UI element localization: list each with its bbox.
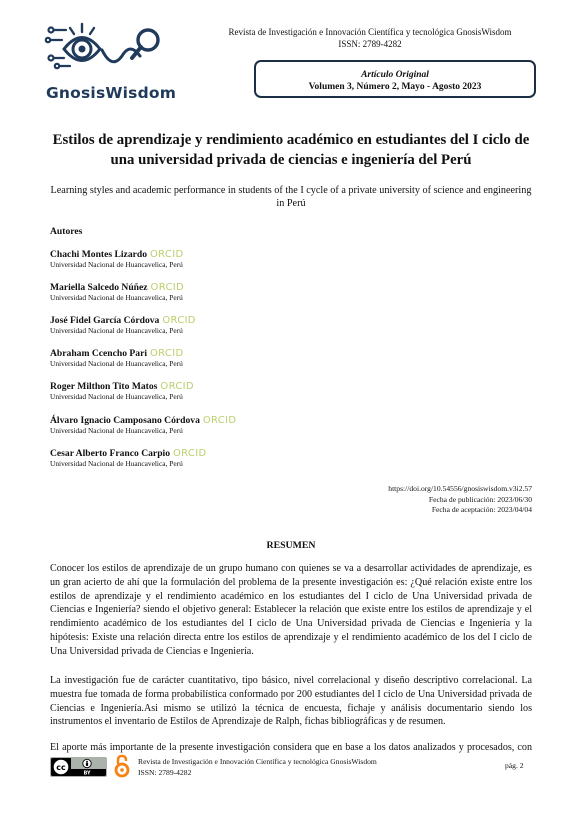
author-name: Mariella Salcedo Núñez (50, 282, 148, 293)
author-entry (50, 448, 370, 468)
orcid-icon[interactable]: ORCID (162, 315, 196, 326)
orcid-icon[interactable]: ORCID (173, 448, 207, 459)
author-entry (50, 282, 370, 302)
article-title-english: Learning styles and academic performance in students of the I cycle of a private university of science and engineering in Perú (50, 185, 532, 209)
footer-issn: ISSN: 2789-4282 (138, 767, 192, 777)
orcid-icon[interactable]: ORCID (150, 282, 184, 293)
article-type-box (254, 60, 536, 98)
journal-header (200, 26, 540, 50)
author-name: Roger Milthon Tito Matos (50, 381, 158, 392)
abstract-heading: RESUMEN (266, 540, 316, 551)
svg-text:cc: cc (56, 763, 66, 773)
author-entry (50, 381, 370, 401)
author-affiliation: Universidad Nacional de Huancavelica, Perú (50, 392, 183, 401)
author-affiliation: Universidad Nacional de Huancavelica, Perú (50, 459, 183, 468)
doi-link[interactable]: https://doi.org/10.54556/gnosiswisdom.v3i2.57 (388, 484, 532, 493)
author-affiliation: Universidad Nacional de Huancavelica, Perú (50, 260, 183, 269)
orcid-icon[interactable]: ORCID (150, 249, 184, 260)
orcid-icon[interactable]: ORCID (150, 348, 184, 359)
author-name: Abraham Ccencho Pari (50, 348, 147, 359)
authors-heading: Autores (50, 226, 83, 237)
journal-name: Revista de Investigación e Innovación Científica y tecnológica GnosisWisdom (228, 27, 512, 37)
creative-commons-by-icon (50, 757, 107, 777)
acceptance-date: Fecha de aceptación: 2023/04/04 (431, 505, 532, 514)
article-title: Estilos de aprendizaje y rendimiento académico en estudiantes del I ciclo de una universidad privada de ciencias e ingeniería del Perú (52, 132, 530, 168)
article-metadata (340, 484, 532, 516)
orcid-icon[interactable]: ORCID (202, 415, 237, 426)
gnosiswisdom-logo-icon (44, 20, 164, 82)
volume-info: Volumen 3, Número 2, Mayo - Agosto 2023 (308, 82, 482, 92)
author-entry (50, 348, 370, 368)
author-affiliation: Universidad Nacional de Huancavelica, Perú (50, 359, 183, 368)
logo-text: GnosisWisdom (46, 84, 177, 102)
author-affiliation: Universidad Nacional de Huancavelica, Perú (50, 293, 183, 302)
page-number: pág. 2 (505, 761, 524, 770)
author-name: Chachi Montes Lizardo (50, 249, 148, 260)
author-entry (50, 415, 370, 435)
author-name: Álvaro Ignacio Camposano Córdova (50, 415, 200, 426)
article-type: Artículo Original (361, 70, 429, 80)
author-affiliation: Universidad Nacional de Huancavelica, Perú (50, 326, 183, 335)
journal-issn: ISSN: 2789-4282 (338, 39, 402, 49)
author-name: José Fidel García Córdova (50, 315, 160, 326)
author-entry (50, 249, 370, 269)
abstract-paragraph: El aporte más importante de la presente investigación considera que en base a los datos analizados y procesados, con (50, 742, 532, 753)
orcid-icon[interactable]: ORCID (160, 381, 194, 392)
svg-text:BY: BY (83, 771, 91, 777)
author-name: Cesar Alberto Franco Carpio (50, 448, 170, 459)
open-access-icon (114, 754, 130, 778)
publication-date: Fecha de publicación: 2023/06/30 (428, 494, 532, 504)
footer-journal-name: Revista de Investigación e Innovación Científica y tecnológica GnosisWisdom (138, 757, 377, 766)
author-entry (50, 315, 370, 335)
abstract-paragraph: La investigación fue de carácter cuantitativo, tipo básico, nivel correlacional y diseño descriptivo correlacional. La muestra fue tomada de forma probabilística conformado por 200 estudiantes del I ciclo de Una Universidad privada de Ciencias e Ingeniería.Asi mismo se utilizó la técnica de encuesta, fichaje y análisis documentario siendo los instrumentos el inventario de Estilos de Aprendizaje de Ralph, fichas bibliográficas y de resumen. (50, 675, 532, 728)
abstract-paragraph: Conocer los estilos de aprendizaje de un grupo humano con quienes se va a desarrollar actividades de aprendizaje, es un gran acierto de ahí que la formulación del problema de la presente investigación es: ¿Qué relación existe entre los estilos de aprendizaje y el rendimiento académico en los estudiantes del I ciclo de Una Universidad privada de Ciencias e Ingeniería? siendo el objetivo general: Establecer la relación que existe entre los estilos de aprendizaje y el rendimiento académico de los estudiantes del I ciclo de Una Universidad privada de Ciencias e Ingeniería y la hipótesis: Existe una relación directa entre los estilos de aprendizaje y el rendimiento académico de los del I ciclo de Una Universidad privada de Ciencias e Ingeniería. (50, 563, 532, 657)
author-affiliation: Universidad Nacional de Huancavelica, Perú (50, 426, 183, 435)
footer-journal (138, 757, 377, 778)
